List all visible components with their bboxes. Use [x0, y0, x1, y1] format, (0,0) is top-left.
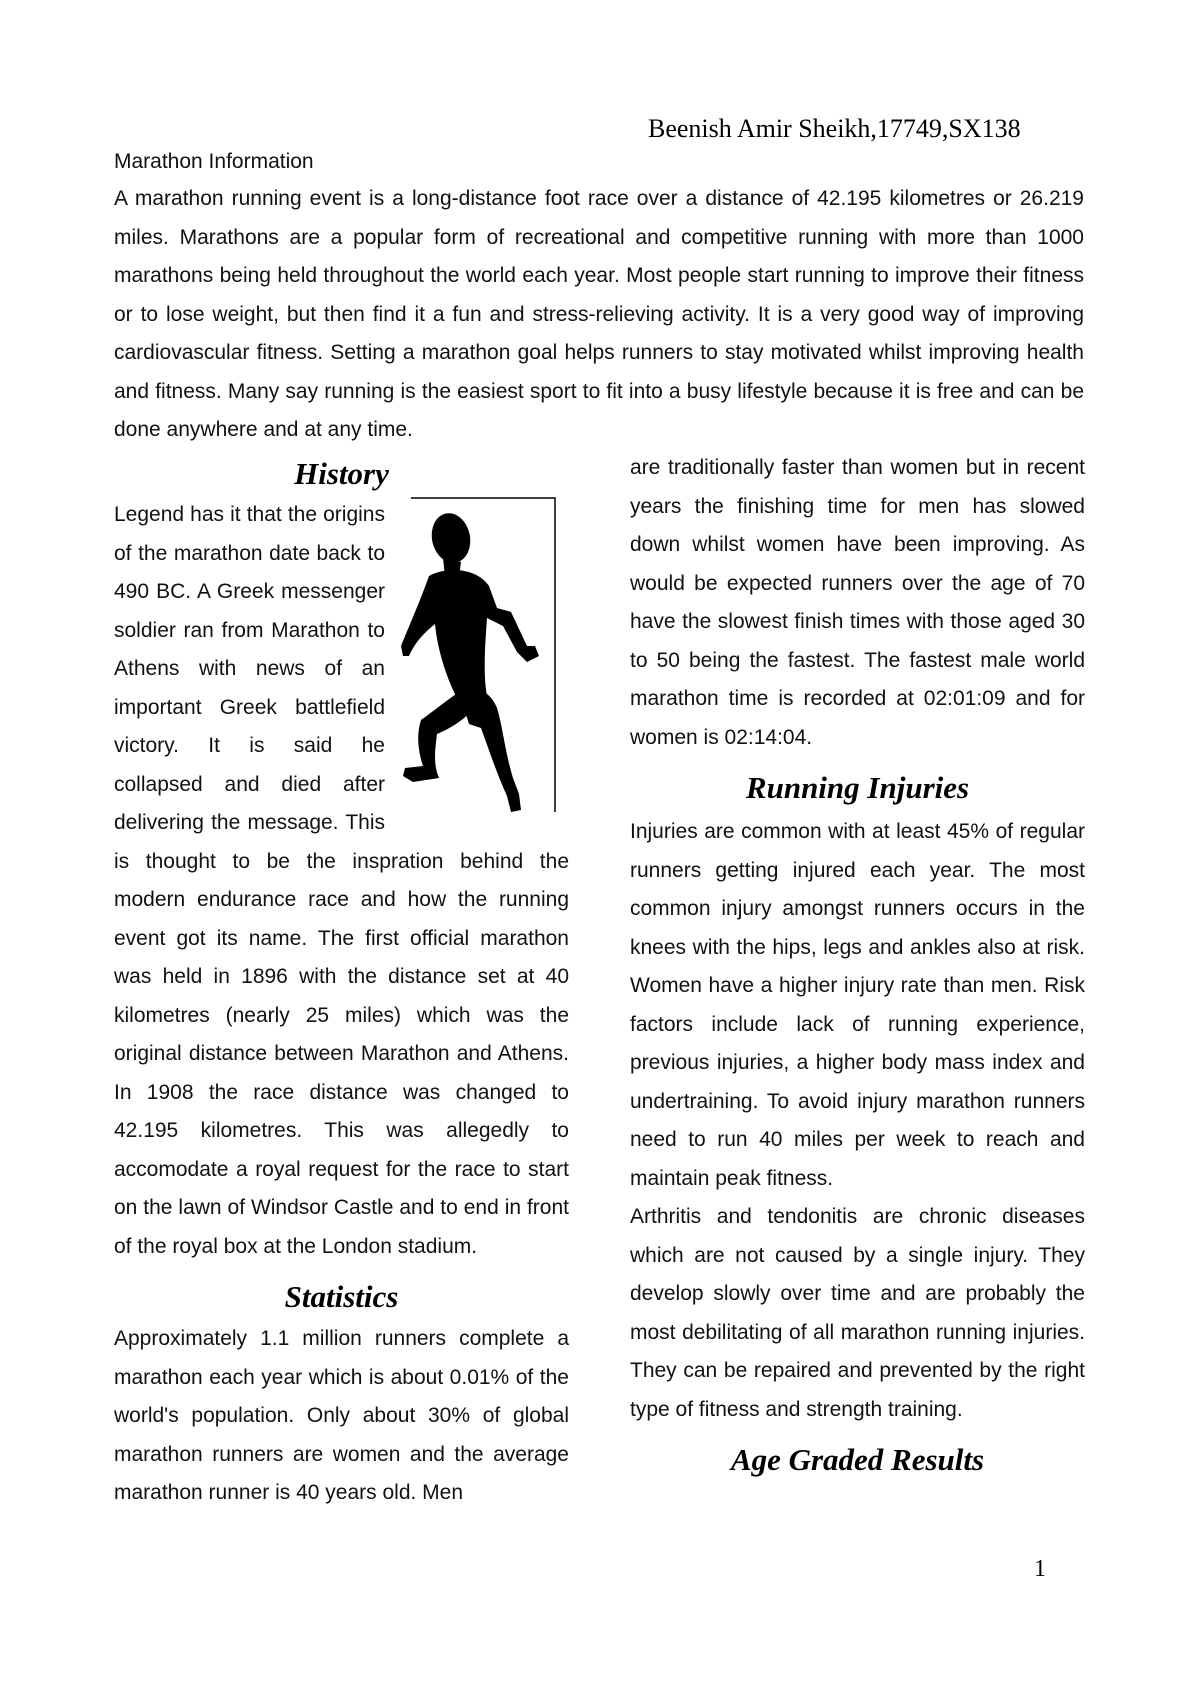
runner-figure	[399, 496, 569, 816]
runner-silhouette-icon	[399, 496, 569, 816]
page-number: 1	[1034, 1556, 1046, 1582]
age-graded-results-heading: Age Graded Results	[730, 1442, 985, 1477]
left-column	[114, 452, 569, 1513]
statistics-text-right: are traditionally faster than women but in recent years the finishing time for men has slowed down whilst women have been improving. As would be expected runners over the age of 70 have the slowest finish times with those aged 30 to 50 being the fastest. The fastest male world marathon time is recorded at 02:01:09 and for women is 02:14:04.	[630, 456, 1085, 749]
injuries-paragraph-1: Injuries are common with at least 45% of regular runners getting injured each year. The most common injury amongst runners occurs in the knees with the hips, legs and ankles also at risk. Women have a higher injury rate than men. Risk factors include lack of running experience, previous injuries, a higher body mass index and undertraining. To avoid injury marathon runners need to run 40 miles per week to reach and maintain peak fitness.	[630, 820, 1085, 1190]
running-injuries-heading: Running Injuries	[745, 770, 970, 805]
history-heading: History	[294, 456, 389, 491]
right-column	[630, 449, 1085, 1485]
author-line: Beenish Amir Sheikh,17749,SX138	[648, 114, 1021, 143]
history-section	[114, 496, 569, 1266]
history-text: Legend has it that the origins of the marathon date back to 490 BC. A Greek messenger soldier ran from Marathon to Athens with news of an important Greek battlefield victory. It is said he collapsed and died after delivering the message. This is thought to be the inspration behind the modern endurance race and how the running event got its name. The first official marathon was held in 1896 with the distance set at 40 kilometres (nearly 25 miles) which was the original distance between Marathon and Athens. In 1908 the race distance was changed to 42.195 kilometres. This was allegedly to accomodate a royal request for the race to start on the lawn of Windsor Castle and to end in front of the royal box at the London stadium.	[114, 503, 569, 1258]
document-title: Marathon Information	[114, 150, 314, 173]
statistics-text-left: Approximately 1.1 million runners complete a marathon each year which is about 0.01% of the world's population. Only about 30% of global marathon runners are women and the average marathon runner is 40 years old. Men	[114, 1327, 569, 1504]
statistics-heading: Statistics	[284, 1279, 399, 1314]
intro-paragraph: A marathon running event is a long-distance foot race over a distance of 42.195 kilometres or 26.219 miles. Marathons are a popular form of recreational and competitive running with more than 1000 marathons being held throughout the world each year. Most people start running to improve their fitness or to lose weight, but then find it a fun and stress-relieving activity. It is a very good way of improving cardiovascular fitness. Setting a marathon goal helps runners to stay motivated whilst improving health and fitness. Many say running is the easiest sport to fit into a busy lifestyle because it is free and can be done anywhere and at any time.	[114, 187, 1084, 441]
injuries-paragraph-2: Arthritis and tendonitis are chronic diseases which are not caused by a single injury. They develop slowly over time and are probably the most debilitating of all marathon running injuries. They can be repaired and prevented by the right type of fitness and strength training.	[630, 1205, 1085, 1421]
